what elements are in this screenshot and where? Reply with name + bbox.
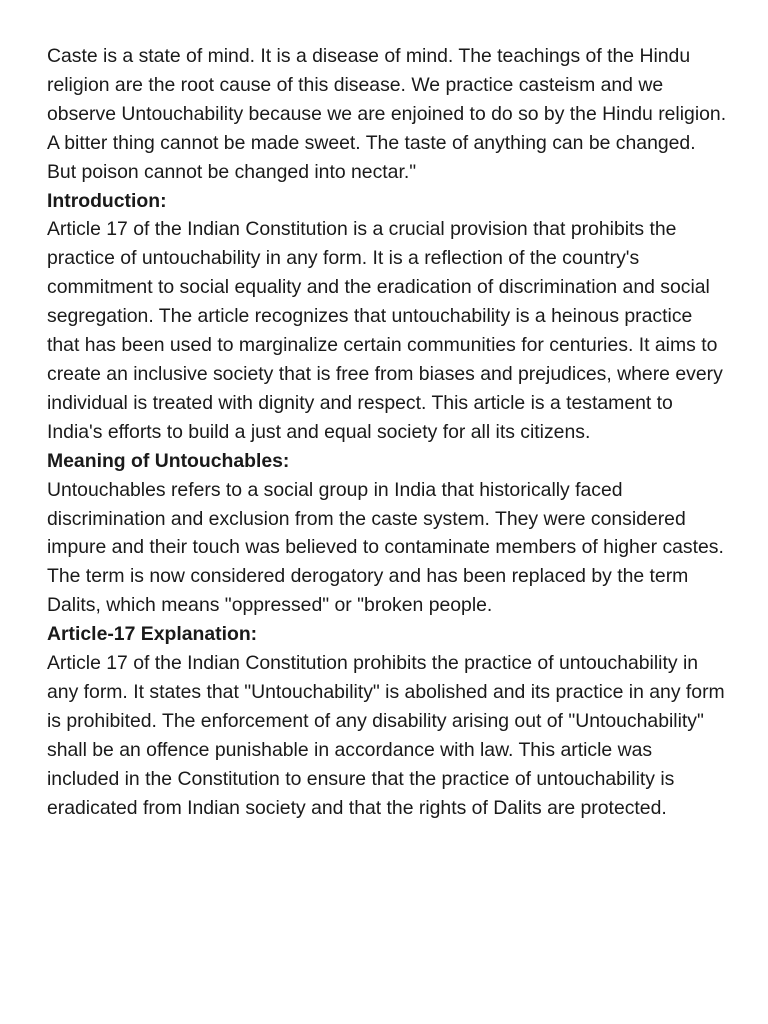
heading-meaning-of-untouchables: Meaning of Untouchables:	[47, 449, 290, 472]
article-17-explanation-body: Article 17 of the Indian Constitution prohibits the practice of untouchability in any form. It states that "Untouchability" is abolished and its practice in any form is prohibited. The enforcement of any disability arising out of "Untouchability" shall be an offence punishable in accordance with law. This article was included in the Constitution to ensure that the practice of untouchability is eradicated from Indian society and that the rights of Dalits are protected.	[47, 652, 725, 819]
heading-introduction: Introduction:	[47, 189, 167, 212]
introduction-body: Article 17 of the Indian Constitution is a crucial provision that prohibits the practice of untouchability in any form. It is a reflection of the country's commitment to social equality and the eradication of discrimination and social segregation. The article recognizes that untouchability is a heinous practice that has been used to marginalize certain communities for centuries. It aims to create an inclusive society that is free from biases and prejudices, where every individual is treated with dignity and respect. This article is a testament to India's efforts to build a just and equal society for all its citizens.	[47, 218, 723, 443]
opening-quote: Caste is a state of mind. It is a disease of mind. The teachings of the Hindu religion are the root cause of this disease. We practice casteism and we observe Untouchability because we are enjoined to do so by the Hindu religion. A bitter thing cannot be made sweet. The taste of anything can be changed. But poison cannot be changed into nectar."	[47, 45, 727, 183]
meaning-of-untouchables-body: Untouchables refers to a social group in India that historically faced discrimination and exclusion from the caste system. They were considered impure and their touch was believed to contaminate members of higher castes. The term is now considered derogatory and has been replaced by the term Dalits, which means "oppressed" or "broken people.	[47, 478, 724, 617]
heading-article-17-explanation: Article-17 Explanation:	[47, 623, 258, 646]
